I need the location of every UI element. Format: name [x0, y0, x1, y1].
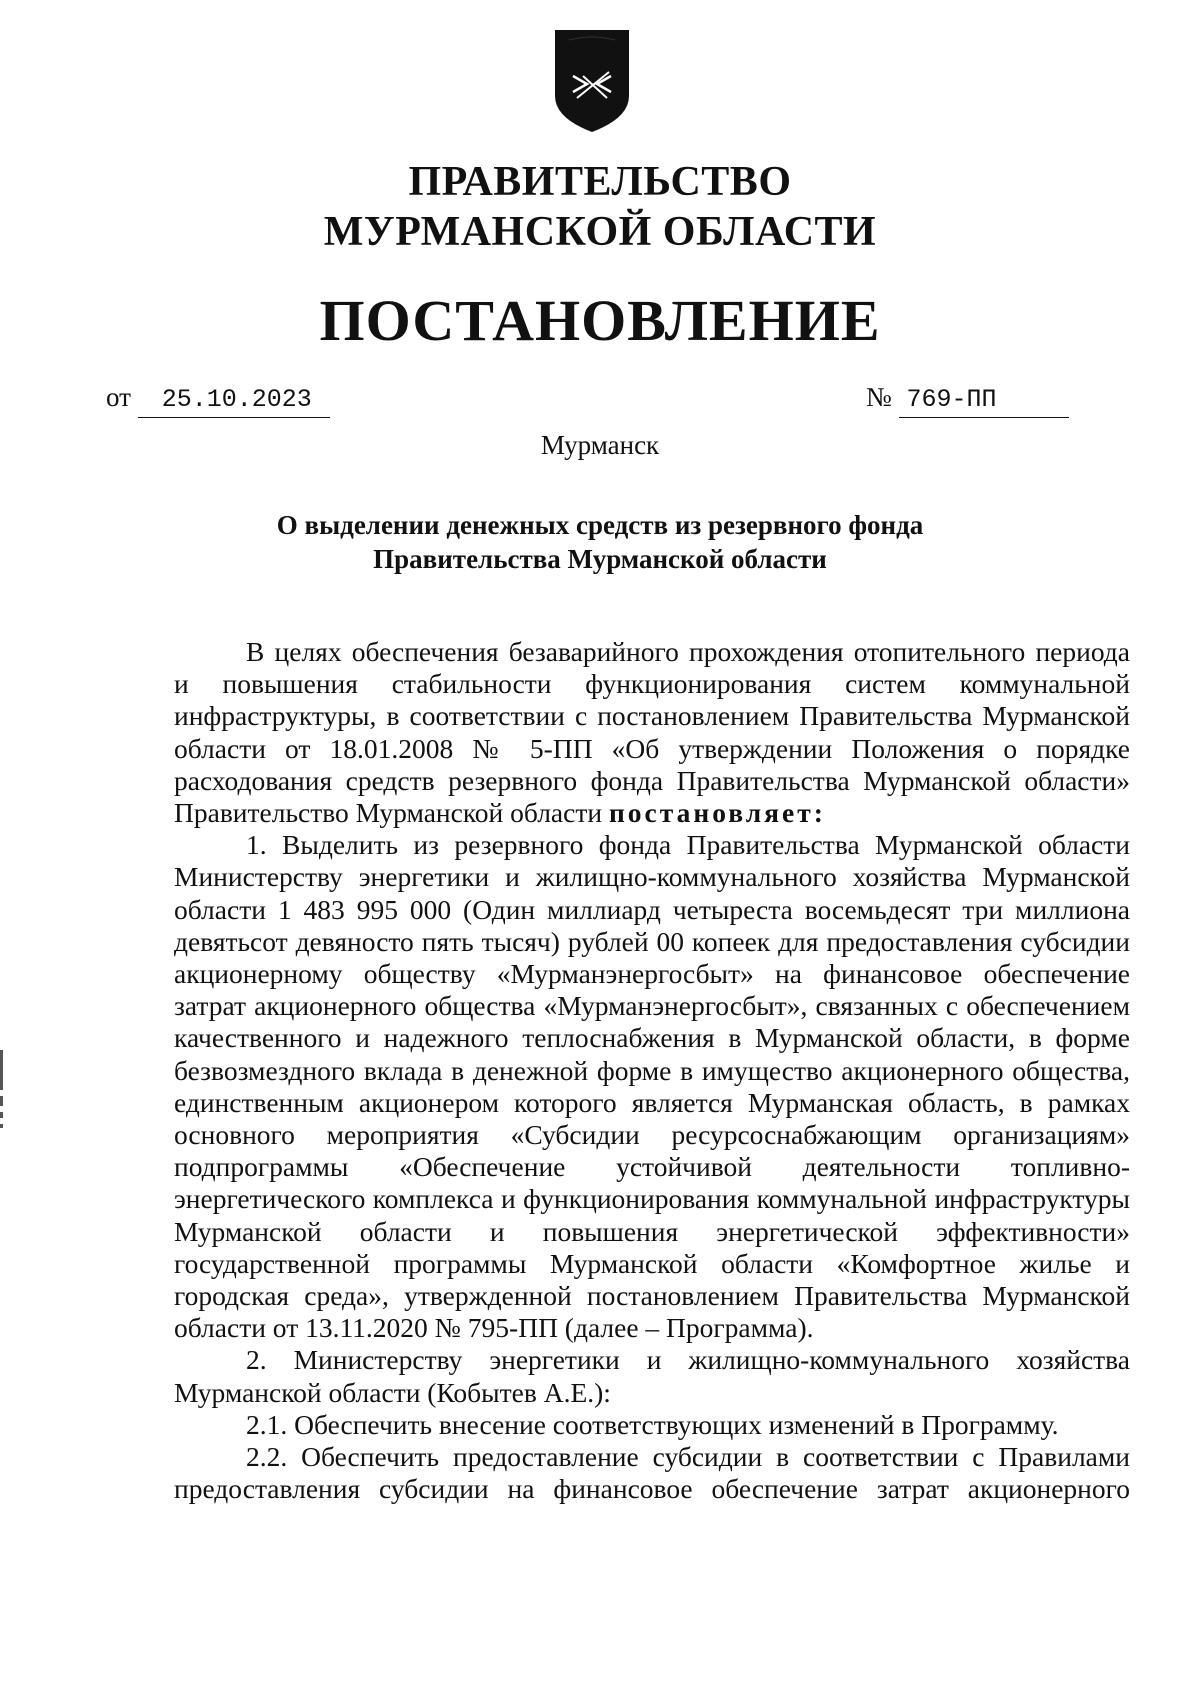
coat-of-arms-icon: [547, 26, 637, 136]
paragraph-2-1: 2.1. Обеспечить внесение соответствующих изменений в Программу.: [246, 1408, 1059, 1440]
paragraph-2-2: 2.2. Обеспечить предоставление субсидии в соответствии с Правилами предоставления субсидии на финансовое обеспечение затрат акционерного: [174, 1441, 1130, 1505]
document-subject: [0, 508, 1200, 576]
organization-name-line2: МУРМАНСКОЙ ОБЛАСТИ: [323, 209, 877, 255]
document-body: [174, 636, 1130, 1505]
document-type-title: ПОСТАНОВЛЕНИЕ: [319, 288, 881, 353]
date-prefix: от: [106, 382, 131, 412]
resolves-word: постановляет:: [608, 797, 826, 829]
preamble-paragraph: [174, 636, 1130, 829]
subject-line2: Правительства Мурманской области: [373, 544, 827, 574]
scan-margin-marks: [0, 1050, 4, 1170]
paragraph-2: 2. Министерству энергетики и жилищно-коммунального хозяйства Мурманской области (Кобытев А.Е.):: [174, 1344, 1130, 1408]
number-block: [866, 380, 1069, 418]
city-name: Мурманск: [540, 430, 660, 460]
number-prefix: №: [866, 382, 892, 412]
document-date: 25.10.2023: [161, 385, 312, 414]
organization-name-line1: ПРАВИТЕЛЬСТВО: [408, 159, 792, 205]
date-block: [106, 380, 330, 418]
paragraph-1: 1. Выделить из резервного фонда Правительства Мурманской области Министерству энергетики и жилищно-коммунального хозяйства Мурманской области 1 483 995 000 (Один миллиард четыреста восемьдесят три миллиона девятьсот девяносто пять тысяч) рублей 00 копеек для предоставления субсидии акционерному обществу «Мурманэнергосбыт» на финансовое обеспечение затрат акционерного общества «Мурманэнергосбыт», связанных с обеспечением качественного и надежного теплоснабжения в Мурманской области, в форме безвозмездного вклада в денежной форме в имущество акционерного общества, единственным акционером которого является Мурманская область, в рамках основного мероприятия «Субсидии ресурсоснабжающим организациям» подпрограммы «Обеспечение устойчивой деятельности топливно-энергетического комплекса и функционирования коммунальной инфраструктуры Мурманской области и повышения энергетической эффективности» государственной программы Мурманской области «Комфортное жилье и городская среда», утвержденной постановлением Правительства Мурманской области от 13.11.2020 № 795-ПП (далее – Программа).: [174, 829, 1130, 1344]
subject-line1: О выделении денежных средств из резервного фонда: [276, 510, 924, 540]
document-number: 769-ПП: [906, 385, 997, 414]
preamble-text: В целях обеспечения безаварийного прохождения отопительного периода и повышения стабильности функционирования систем коммунальной инфраструктуры, в соответствии с постановлением Правительства Мурманской области от 18.01.2008 № 5-ПП «Об утверждении Положения о порядке расходования средств резервного фонда Правительства Мурманской области» Правительство Мурманской области: [174, 636, 1130, 829]
